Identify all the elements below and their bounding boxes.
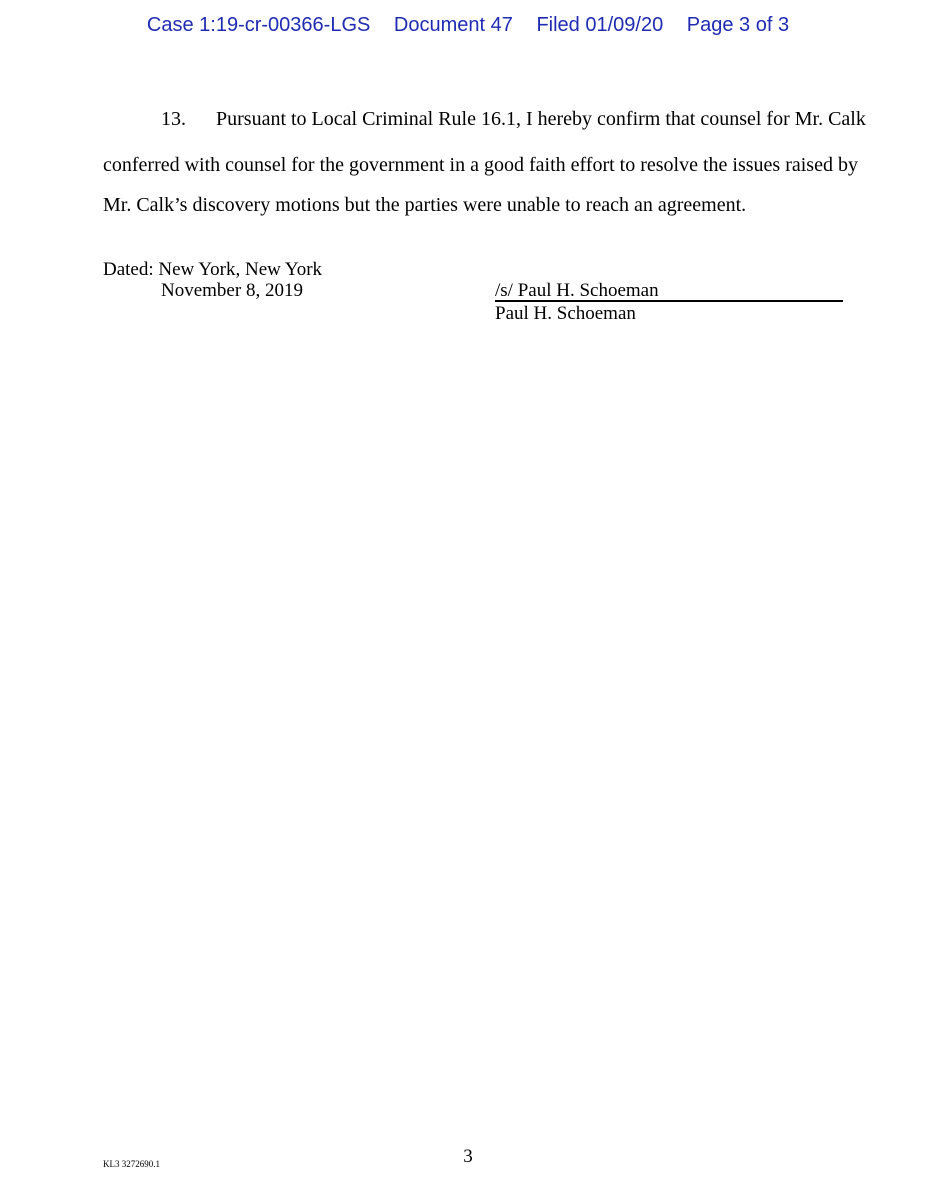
signer-name: Paul H. Schoeman bbox=[495, 303, 636, 324]
filed-date: Filed 01/09/20 bbox=[536, 14, 664, 36]
dated-label: Dated: bbox=[103, 259, 154, 280]
ecf-header bbox=[0, 14, 936, 37]
page-indicator: Page 3 of 3 bbox=[686, 14, 790, 36]
document-number: Document 47 bbox=[393, 14, 513, 36]
paragraph-line-2: conferred with counsel for the government in a good faith effort to resolve the issues raised by bbox=[103, 154, 858, 176]
dated-block bbox=[103, 259, 322, 301]
signature-block bbox=[495, 280, 843, 324]
dated-location: New York, New York bbox=[158, 259, 323, 280]
paragraph-number: 13. bbox=[161, 108, 186, 130]
electronic-signature: /s/ Paul H. Schoeman bbox=[495, 280, 659, 301]
dated-date: November 8, 2019 bbox=[161, 280, 303, 301]
signature-line bbox=[495, 280, 843, 302]
paragraph-line-3: Mr. Calk’s discovery motions but the parties were unable to reach an agreement. bbox=[103, 194, 747, 216]
paragraph-line-1: Pursuant to Local Criminal Rule 16.1, I hereby confirm that counsel for Mr. Calk bbox=[216, 108, 866, 130]
document-id: KL3 3272690.1 bbox=[103, 1159, 160, 1169]
case-number: Case 1:19-cr-00366-LGS bbox=[146, 14, 371, 36]
page-number: 3 bbox=[463, 1146, 473, 1167]
